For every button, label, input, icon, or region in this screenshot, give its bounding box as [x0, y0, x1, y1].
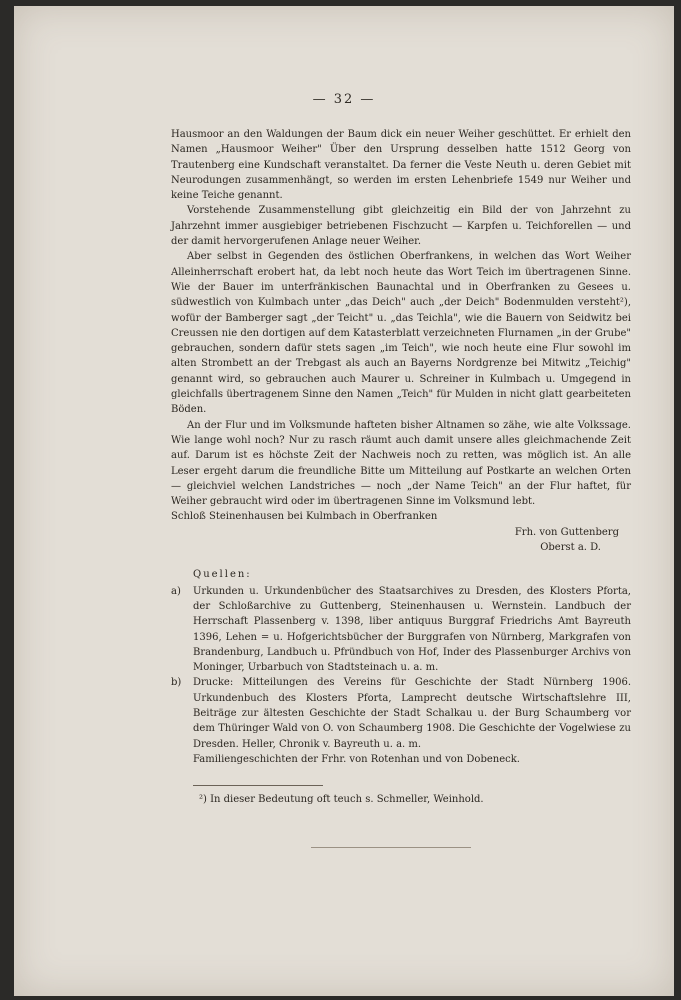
sources-section — [171, 567, 631, 767]
source-item — [171, 584, 631, 676]
footnote: ²) In dieser Bedeutung oft teuch s. Schmeller, Weinhold. — [199, 794, 484, 806]
place-line: Schloß Steinenhausen bei Kulmbach in Oberfranken — [171, 511, 438, 523]
paragraph-3: Aber selbst in Gegenden des östlichen Oberfrankens, in welchen das Wort Weiher Alleinherrschaft erobert hat, da lebt noch heute das Wort Teich im übertragenen Sinne. Wie der Bauer im unterfränkischen Baunachtal und in Oberfranken zu Gesees u. südwestlich von Kulmbach unter „das Deich" auch „der Deich" Bodenmulden versteht²), wofür der Bamberger sagt „der Teicht" u. „das Teichla", wie die Bauern von Seidwitz bei Creussen nie den dortigen auf dem Katasterblatt verzeichneten Flurnamen „in der Grube" gebrauchen, sondern dafür stets sagen „im Teich", wie noch heute eine Flur sowohl im alten Strombett an der Trebgast als auch an Bayerns Nordgrenze bei Mitwitz „Teichig" genannt wird, so gebrauchen auch Maurer u. Schreiner in Kulmbach u. Umgegend in gleichfalls übertragenem Sinne den Namen „Teich" für Mulden in nicht glatt gearbeiteten Böden. — [171, 251, 631, 416]
source-label: b) — [171, 677, 182, 689]
paragraph-4: An der Flur und im Volksmunde hafteten bisher Altnamen so zähe, wie alte Volkssage. Wie lange wohl noch? Nur zu rasch räumt auch damit unsere alles gleichmachende Zeit auf. Darum ist es höchste Zeit der Nachweis noch zu retten, was möglich ist. An alle Leser ergeht darum die freundliche Bitte um Mitteilung auf Postkarte an welchen Orten — gleichviel welchen Landstriches — noch „der Name Teich" an der Flur haftet, für Weiher gebraucht wird oder im übertragenen Sinne im Volksmund lebt. — [171, 419, 631, 508]
signature-rank: Oberst a. D. — [540, 542, 601, 554]
end-rule — [311, 847, 471, 848]
source-label: a) — [171, 585, 181, 597]
source-extra: Familiengeschichten der Frhr. von Rotenhan und von Dobeneck. — [193, 753, 520, 765]
paragraph-2: Vorstehende Zusammenstellung gibt gleichzeitig ein Bild der von Jahrzehnt zu Jahrzehnt immer ausgiebiger betriebenen Fischzucht — Karpfen u. Teichforellen — und der damit hervorgerufenen Anlage neuer Weiher. — [171, 205, 631, 248]
sources-heading: Quellen: — [193, 569, 252, 581]
source-text: Drucke: Mitteilungen des Vereins für Geschichte der Stadt Nürnberg 1906. Urkundenbuch des Klosters Pforta, Lamprecht deutsche Wirtschaftslehre III, Beiträge zur ältesten Geschichte der Stadt Schalkau u. der Burg Schaumberg vor dem Thüringer Wald von O. von Schaumberg 1908. Die Geschichte der Vogelwiese zu Dresden. Heller, Chronik v. Bayreuth u. a. m. — [193, 677, 631, 750]
signature-name: Frh. von Guttenberg — [514, 526, 619, 538]
document-body — [171, 127, 631, 848]
footnote-rule — [193, 785, 323, 786]
document-page — [14, 6, 674, 996]
paragraph-1: Hausmoor an den Waldungen der Baum dick ein neuer Weiher geschüttet. Er erhielt den Namen „Hausmoor Weiher" Über den Ursprung desselben hatte 1512 Georg von Trautenberg eine Kundschaft veranstaltet. Da ferner die Veste Neuth u. deren Gebiet mit Neurodungen zusammenhängt, so werden im ersten Lehenbriefe 1549 nur Weiher und keine Teiche genannt. — [171, 129, 631, 202]
source-item — [171, 675, 631, 751]
source-text: Urkunden u. Urkundenbücher des Staatsarchives zu Dresden, des Klosters Pforta, der Schloßarchive zu Guttenberg, Steinenhausen u. Wernstein. Landbuch der Herrschaft Plassenberg v. 1398, liber antiquus Burggraf Friedrichs Amt Bayreuth 1396, Lehen = u. Hofgerichtsbücher der Burggrafen von Nürnberg, Markgrafen von Brandenburg, Landbuch u. Pfründbuch von Hof, Inder des Plassenburger Archivs von Moninger, Urbarbuch von Stadtsteinach u. a. m. — [193, 585, 631, 674]
page-number: — 32 — — [312, 92, 376, 107]
